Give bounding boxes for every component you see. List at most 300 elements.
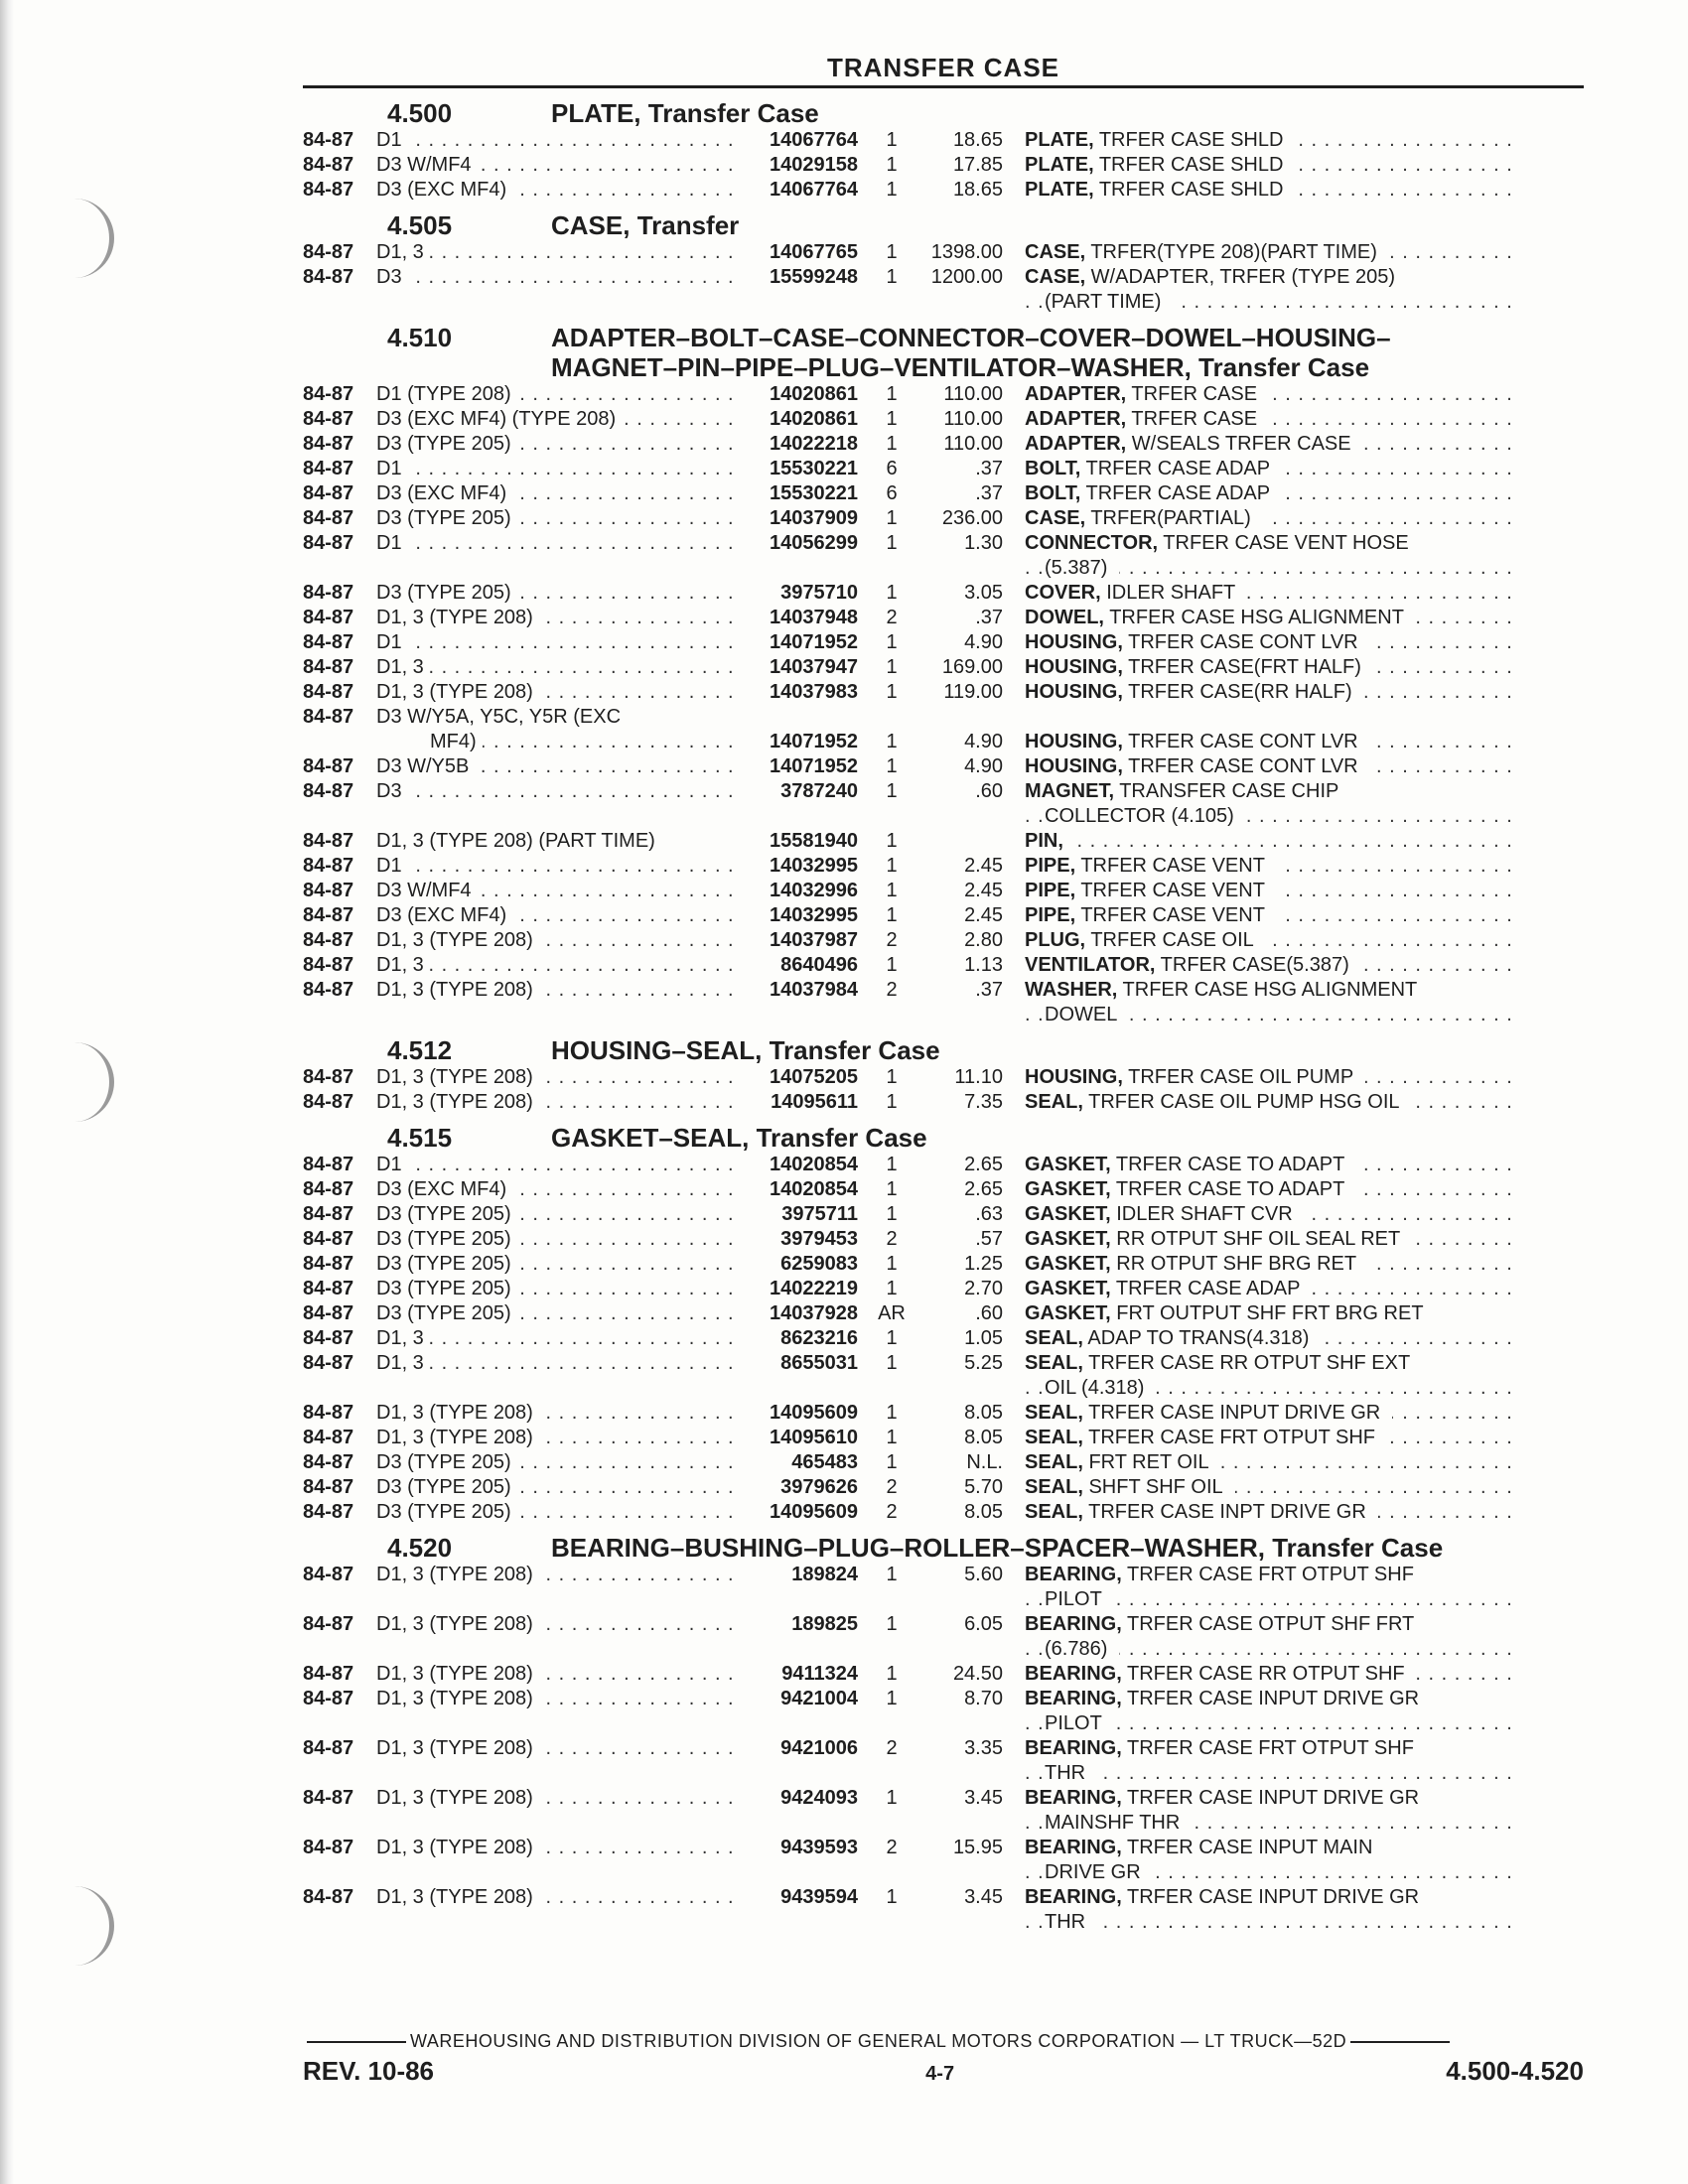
- description-keyword: SEAL,: [1025, 1476, 1083, 1498]
- description-keyword: GASKET,: [1025, 1302, 1111, 1324]
- description-line: [1025, 1065, 1511, 1090]
- part-description: [1025, 1401, 1511, 1426]
- description-detail: TRFER CASE TO ADAPT: [1111, 1178, 1351, 1200]
- part-number: 15530221: [770, 482, 858, 504]
- description-keyword: SEAL,: [1025, 1352, 1083, 1374]
- model-year: 84-87: [303, 241, 354, 263]
- description-text: [1045, 1377, 1156, 1399]
- model-text: D3 (TYPE 205): [376, 1253, 517, 1275]
- model-year: 84-87: [303, 1402, 354, 1424]
- description-keyword: BEARING,: [1025, 1688, 1122, 1709]
- description-text: [1045, 1861, 1153, 1883]
- quantity: 1: [886, 408, 898, 430]
- binder-hole-mark: [70, 199, 114, 278]
- part-description: [1025, 879, 1511, 903]
- description-keyword: PIPE,: [1025, 855, 1076, 877]
- model-text: D3 (EXC MF4): [376, 179, 512, 201]
- quantity: 1: [886, 656, 898, 678]
- description-detail: TRFER CASE: [1126, 383, 1263, 405]
- description-detail: TRFER CASE OIL: [1085, 929, 1260, 951]
- model-application: [376, 1153, 739, 1177]
- description-detail: DRIVE GR: [1045, 1861, 1147, 1883]
- description-detail: TRFER CASE SHLD: [1094, 154, 1290, 176]
- description-line: [1025, 1687, 1511, 1711]
- description-line: [1025, 1811, 1511, 1836]
- description-text: [1025, 607, 1416, 628]
- description-detail: TRFER CASE ADAP: [1080, 458, 1276, 479]
- description-line: [1025, 1910, 1511, 1935]
- description-keyword: GASKET,: [1025, 1278, 1111, 1299]
- description-line: [1025, 754, 1511, 779]
- part-description: [1025, 903, 1511, 928]
- price: 8.05: [964, 1427, 1003, 1448]
- model-year: 84-87: [303, 755, 354, 777]
- description-keyword: DOWEL,: [1025, 607, 1104, 628]
- model-year: 84-87: [303, 954, 354, 976]
- model-year: 84-87: [303, 979, 354, 1001]
- description-line: [1025, 829, 1511, 854]
- part-description: [1025, 928, 1511, 953]
- price: .37: [975, 482, 1003, 504]
- model-application: [376, 1277, 739, 1301]
- model-application: [376, 854, 739, 879]
- description-line: [1025, 457, 1511, 481]
- model-text: D1, 3 (TYPE 208): [376, 979, 539, 1001]
- description-line: [1025, 1426, 1511, 1450]
- model-text: D1, 3 (TYPE 208): [376, 1402, 539, 1424]
- description-detail: W/SEALS TRFER CASE: [1126, 433, 1356, 455]
- parts-row: [303, 1500, 1584, 1525]
- parts-row: [303, 531, 1584, 581]
- model-year: 84-87: [303, 1302, 354, 1324]
- footer-rule: [1350, 2041, 1450, 2043]
- description-keyword: HOUSING,: [1025, 681, 1123, 703]
- price: N.L.: [966, 1451, 1003, 1473]
- model-text: MF4): [376, 731, 483, 752]
- quantity: 2: [886, 979, 898, 1001]
- part-number: 8655031: [780, 1352, 858, 1374]
- parts-row: [303, 953, 1584, 978]
- price: .60: [975, 780, 1003, 802]
- parts-row: [303, 1277, 1584, 1301]
- description-text: [1025, 1564, 1426, 1585]
- model-year: 84-87: [303, 1228, 354, 1250]
- quantity: 1: [886, 433, 898, 455]
- part-number: 9421006: [780, 1737, 858, 1759]
- parts-row: [303, 506, 1584, 531]
- parts-row: [303, 1786, 1584, 1836]
- part-description: [1025, 1475, 1511, 1500]
- model-application: [376, 481, 739, 506]
- model-application: [376, 1563, 739, 1612]
- description-line: [1025, 1376, 1511, 1401]
- part-description: [1025, 1687, 1511, 1736]
- description-text: [1025, 507, 1263, 529]
- description-text: [1025, 1253, 1368, 1275]
- quantity: 1: [886, 1066, 898, 1088]
- quantity: 1: [886, 631, 898, 653]
- parts-row: [303, 432, 1584, 457]
- description-text: [1025, 179, 1295, 201]
- part-description: [1025, 506, 1511, 531]
- model-text: D3 (TYPE 205): [376, 1203, 517, 1225]
- description-detail: TRFER CASE INPT DRIVE GR: [1083, 1501, 1372, 1523]
- model-year: 84-87: [303, 1663, 354, 1685]
- description-line: [1025, 1885, 1511, 1910]
- description-detail: (6.786): [1045, 1638, 1113, 1660]
- model-year: 84-87: [303, 607, 354, 628]
- price: 3.05: [964, 582, 1003, 604]
- part-number: 14067764: [770, 179, 858, 201]
- page-title: TRANSFER CASE: [826, 53, 1059, 82]
- parts-row: [303, 1450, 1584, 1475]
- description-keyword: PLATE,: [1025, 129, 1094, 151]
- description-line: [1025, 879, 1511, 903]
- part-description: [1025, 1612, 1511, 1662]
- description-line: [1025, 1860, 1511, 1885]
- price: 18.65: [952, 179, 1003, 201]
- model-year: 84-87: [303, 266, 354, 288]
- description-text: [1025, 241, 1389, 263]
- part-number: 14020861: [770, 408, 858, 430]
- model-text: D3 (TYPE 205): [376, 1228, 517, 1250]
- price: .63: [975, 1203, 1003, 1225]
- description-line: [1025, 1711, 1511, 1736]
- description-detail: RR OTPUT SHF OIL SEAL RET: [1111, 1228, 1407, 1250]
- description-text: [1025, 1278, 1312, 1299]
- section-title: [551, 1533, 1584, 1563]
- parts-row: [303, 1563, 1584, 1612]
- parts-row: [303, 928, 1584, 953]
- model-application: [376, 1301, 739, 1326]
- price: 2.45: [964, 880, 1003, 901]
- description-text: [1025, 1427, 1387, 1448]
- part-number: 14095609: [770, 1402, 858, 1424]
- quantity: 2: [886, 1501, 898, 1523]
- price: 1.13: [964, 954, 1003, 976]
- description-detail: IDLER SHAFT CVR: [1111, 1203, 1299, 1225]
- description-line: [1025, 630, 1511, 655]
- part-number: 14032995: [770, 904, 858, 926]
- parts-row: [303, 1065, 1584, 1090]
- description-detail: TRFER CASE INPUT DRIVE GR: [1122, 1787, 1425, 1809]
- description-detail: TRFER CASE INPUT DRIVE GR: [1122, 1688, 1425, 1709]
- quantity: 1: [886, 904, 898, 926]
- quantity: 1: [886, 731, 898, 752]
- model-text: D1: [376, 532, 408, 554]
- part-description: [1025, 630, 1511, 655]
- description-detail: TRFER(TYPE 208)(PART TIME): [1085, 241, 1383, 263]
- price: 2.70: [964, 1278, 1003, 1299]
- part-number: 14037928: [770, 1302, 858, 1324]
- description-line: [1025, 240, 1511, 265]
- part-number: 15530221: [770, 458, 858, 479]
- part-number: 14095609: [770, 1501, 858, 1523]
- description-text: [1025, 482, 1282, 504]
- model-year: 84-87: [303, 154, 354, 176]
- model-application: [376, 705, 739, 730]
- price: 2.80: [964, 929, 1003, 951]
- part-description: [1025, 153, 1511, 178]
- description-detail: TRFER CASE FRT OTPUT SHF: [1122, 1737, 1420, 1759]
- quantity: 1: [886, 1688, 898, 1709]
- quantity: 2: [886, 1837, 898, 1858]
- model-year: 84-87: [303, 880, 354, 901]
- description-detail: TRFER CASE FRT OTPUT SHF: [1122, 1564, 1420, 1585]
- model-application: [376, 1227, 739, 1252]
- price: 110.00: [943, 433, 1003, 455]
- parts-row: [303, 680, 1584, 705]
- model-year: 84-87: [303, 1886, 354, 1908]
- description-text: [1025, 1402, 1392, 1424]
- footer-rule: [307, 2041, 406, 2043]
- page-footer: [303, 2031, 1584, 2087]
- description-text: [1025, 408, 1269, 430]
- price: 5.70: [964, 1476, 1003, 1498]
- model-year: 84-87: [303, 1451, 354, 1473]
- description-line: [1025, 1500, 1511, 1525]
- model-application: [376, 506, 739, 531]
- quantity: 1: [886, 179, 898, 201]
- description-text: [1025, 1154, 1356, 1175]
- description-text: [1025, 582, 1247, 604]
- model-application: [376, 1475, 739, 1500]
- description-text: [1025, 1066, 1365, 1088]
- description-detail: TRFER CASE VENT: [1075, 880, 1271, 901]
- part-description: [1025, 531, 1511, 581]
- model-application: [376, 1401, 739, 1426]
- description-text: [1025, 1688, 1431, 1709]
- model-application: [376, 1836, 739, 1885]
- parts-row: [303, 581, 1584, 606]
- price: 4.90: [964, 755, 1003, 777]
- parts-row: [303, 1202, 1584, 1227]
- description-detail: TRFER CASE TO ADAPT: [1111, 1154, 1351, 1175]
- description-keyword: MAGNET,: [1025, 780, 1114, 802]
- description-keyword: ADAPTER,: [1025, 408, 1127, 430]
- model-year: 84-87: [303, 1787, 354, 1809]
- description-text: [1025, 1501, 1378, 1523]
- part-number: 8640496: [780, 954, 858, 976]
- model-year: 84-87: [303, 433, 354, 455]
- quantity: 2: [886, 1737, 898, 1759]
- section-heading: [303, 210, 1584, 240]
- parts-row: [303, 779, 1584, 829]
- quantity: 1: [886, 780, 898, 802]
- description-line: [1025, 1227, 1511, 1252]
- description-detail: TRFER CASE ADAP: [1111, 1278, 1307, 1299]
- model-text: D3 (EXC MF4): [376, 1178, 512, 1200]
- description-text: [1045, 1638, 1119, 1660]
- description-line: [1025, 1736, 1511, 1761]
- model-year: 84-87: [303, 458, 354, 479]
- description-line: [1025, 178, 1511, 203]
- part-description: [1025, 655, 1511, 680]
- description-detail: TRFER(PARTIAL): [1085, 507, 1257, 529]
- model-year: 84-87: [303, 1091, 354, 1113]
- section-number: 4.505: [387, 210, 453, 240]
- description-detail: TRFER CASE CONT LVR: [1123, 631, 1364, 653]
- description-text: [1025, 1837, 1384, 1858]
- part-number: 14037909: [770, 507, 858, 529]
- section-title-line: [551, 98, 1584, 128]
- description-keyword: SEAL,: [1025, 1427, 1083, 1448]
- model-year: 84-87: [303, 129, 354, 151]
- model-text: D1, 3 (TYPE 208): [376, 1688, 539, 1709]
- model-text: D1, 3 (TYPE 208): [376, 1613, 539, 1635]
- model-text: D3 W/MF4: [376, 880, 478, 901]
- description-line: [1025, 1612, 1511, 1637]
- parts-row: [303, 265, 1584, 315]
- part-number: 3975711: [781, 1203, 858, 1225]
- model-year: 84-87: [303, 532, 354, 554]
- binder-hole-mark: [70, 1886, 114, 1966]
- model-year: 84-87: [303, 830, 354, 852]
- price: 6.05: [964, 1613, 1003, 1635]
- part-description: [1025, 779, 1511, 829]
- part-description: [1025, 1736, 1511, 1786]
- description-keyword: ADAPTER,: [1025, 383, 1127, 405]
- description-detail: FRT RET OIL: [1083, 1451, 1215, 1473]
- parts-row: [303, 903, 1584, 928]
- model-year: 84-87: [303, 855, 354, 877]
- part-description: [1025, 1786, 1511, 1836]
- parts-row: [303, 1401, 1584, 1426]
- description-detail: TRFER CASE CONT LVR: [1123, 731, 1364, 752]
- part-description: [1025, 1326, 1511, 1351]
- footer-division-line: [303, 2031, 1584, 2052]
- model-application: [376, 630, 739, 655]
- description-detail: (PART TIME): [1045, 291, 1167, 313]
- description-keyword: PIPE,: [1025, 880, 1076, 901]
- description-text: [1025, 731, 1370, 752]
- price: 2.65: [964, 1178, 1003, 1200]
- description-line: [1025, 1326, 1511, 1351]
- description-text: [1025, 755, 1370, 777]
- part-number: 14037984: [770, 979, 858, 1001]
- description-text: [1025, 1327, 1321, 1349]
- section-heading: [303, 1123, 1584, 1153]
- description-line: [1025, 1277, 1511, 1301]
- description-line: [1025, 1177, 1511, 1202]
- model-application: [376, 1065, 739, 1090]
- quantity: 1: [886, 241, 898, 263]
- page-number: 4-7: [925, 2063, 955, 2085]
- model-text: D1, 3: [376, 1327, 430, 1349]
- part-description: [1025, 1662, 1511, 1687]
- model-text: D3: [376, 780, 408, 802]
- description-text: [1025, 433, 1363, 455]
- part-description: [1025, 128, 1511, 153]
- description-line: [1025, 556, 1511, 581]
- part-number: 3979453: [780, 1228, 858, 1250]
- description-detail: PILOT: [1045, 1712, 1108, 1734]
- footer-division: WAREHOUSING AND DISTRIBUTION DIVISION OF GENERAL MOTORS CORPORATION — LT TRUCK—52D: [410, 2031, 1347, 2051]
- part-number: 9411324: [781, 1663, 858, 1685]
- description-keyword: SEAL,: [1025, 1451, 1083, 1473]
- model-text: D1, 3 (TYPE 208): [376, 1663, 539, 1685]
- model-application: [376, 1736, 739, 1786]
- description-line: [1025, 1761, 1511, 1786]
- part-number: 14037987: [770, 929, 858, 951]
- description-text: [1025, 1663, 1417, 1685]
- description-text: [1025, 855, 1277, 877]
- section-title: [551, 1123, 1584, 1153]
- part-description: [1025, 1450, 1511, 1475]
- model-application: [376, 240, 739, 265]
- description-text: [1025, 129, 1295, 151]
- section-title-line: [551, 323, 1584, 352]
- model-text: D1: [376, 129, 408, 151]
- quantity: 2: [886, 1228, 898, 1250]
- description-text: [1045, 1004, 1129, 1025]
- parts-row: [303, 1326, 1584, 1351]
- description-keyword: CASE,: [1025, 507, 1086, 529]
- parts-row: [303, 1177, 1584, 1202]
- description-detail: TRFER CASE VENT HOSE: [1158, 532, 1415, 554]
- description-detail: THR: [1045, 1911, 1091, 1933]
- model-year: 84-87: [303, 1688, 354, 1709]
- model-text: D1, 3: [376, 954, 430, 976]
- model-text: D1 (TYPE 208): [376, 383, 517, 405]
- part-description: [1025, 854, 1511, 879]
- section-title-main: ADAPTER–BOLT–CASE–CONNECTOR–COVER–DOWEL–HOUSING–: [551, 323, 1391, 352]
- description-text: [1045, 805, 1246, 827]
- description-detail: TRFER CASE ADAP: [1080, 482, 1276, 504]
- quantity: 1: [886, 1787, 898, 1809]
- part-number: 9439594: [780, 1886, 858, 1908]
- section-title-line: [551, 1533, 1584, 1563]
- description-keyword: ADAPTER,: [1025, 433, 1127, 455]
- section-title-main: GASKET–SEAL,: [551, 1123, 750, 1153]
- description-keyword: BEARING,: [1025, 1737, 1122, 1759]
- quantity: 1: [886, 755, 898, 777]
- part-description: [1025, 581, 1511, 606]
- part-description: [1025, 457, 1511, 481]
- part-number: 14032996: [770, 880, 858, 901]
- quantity: [858, 705, 912, 730]
- description-line: [1025, 1301, 1511, 1326]
- part-number: 14037947: [770, 656, 858, 678]
- part-description: [1025, 1426, 1511, 1450]
- part-description: [1025, 1301, 1511, 1326]
- section-title: [551, 1035, 1584, 1065]
- parts-row: [303, 1736, 1584, 1786]
- model-text: D1, 3 (TYPE 208): [376, 607, 539, 628]
- description-keyword: BEARING,: [1025, 1886, 1122, 1908]
- part-number: 14037983: [770, 681, 858, 703]
- quantity: 2: [886, 1476, 898, 1498]
- price: 119.00: [943, 681, 1003, 703]
- model-text: D3 (TYPE 205): [376, 433, 517, 455]
- section-number: 4.520: [387, 1533, 453, 1563]
- description-text: [1025, 954, 1361, 976]
- section-title-sub: Transfer Case: [1191, 352, 1370, 382]
- description-line: [1025, 1202, 1511, 1227]
- model-text: D3 W/MF4: [376, 154, 478, 176]
- description-detail: RR OTPUT SHF BRG RET: [1111, 1253, 1362, 1275]
- description-line: [1025, 1637, 1511, 1662]
- part-number: 189825: [791, 1613, 858, 1635]
- quantity: 1: [886, 1886, 898, 1908]
- description-detail: PILOT: [1045, 1588, 1108, 1610]
- description-line: [1025, 407, 1511, 432]
- part-description: [1025, 481, 1511, 506]
- description-text: [1025, 830, 1069, 852]
- description-text: [1025, 780, 1350, 802]
- description-text: [1025, 1228, 1412, 1250]
- description-keyword: WASHER,: [1025, 979, 1118, 1001]
